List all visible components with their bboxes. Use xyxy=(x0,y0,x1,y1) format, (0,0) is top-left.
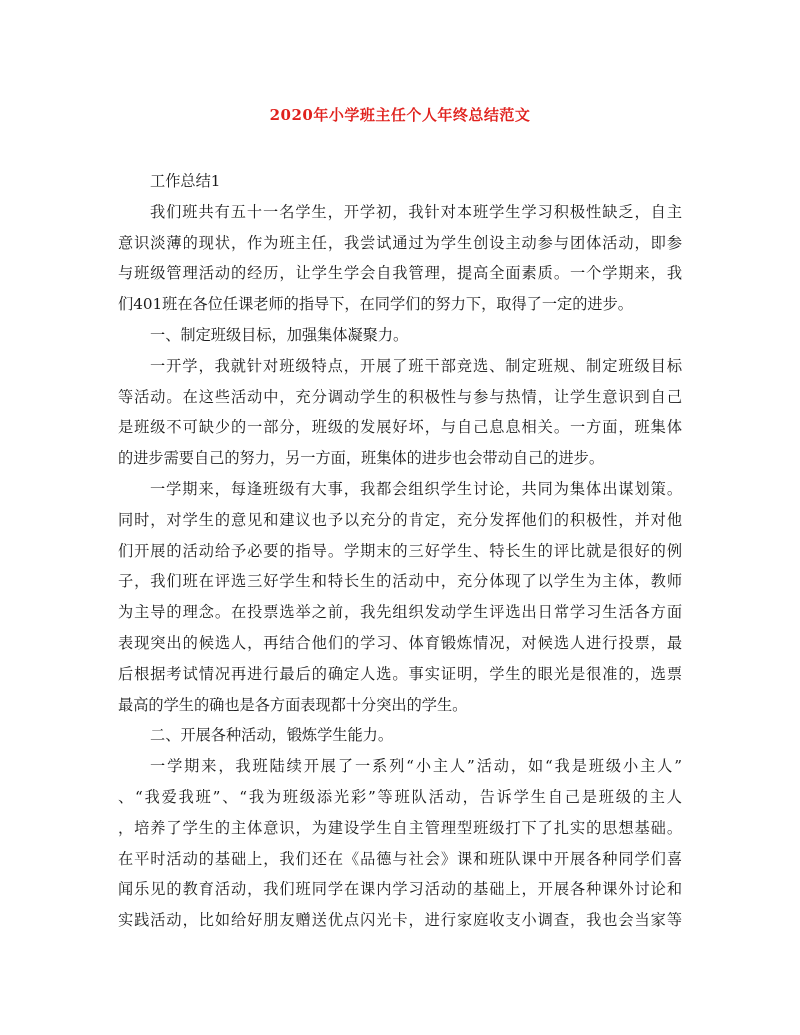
text-line: 为主导的理念。在投票选举之前，我先组织发动学生评选出日常学习生活各方面 xyxy=(118,603,682,622)
text-line: 在平时活动的基础上，我们还在《品德与社会》课和班队课中开展各种同学们喜 xyxy=(118,849,682,868)
text-line: 闻乐见的教育活动，我们班同学在课内学习活动的基础上，开展各种课外讨论和 xyxy=(118,880,682,899)
text-line: 意识淡薄的现状，作为班主任，我尝试通过为学生创设主动参与团体活动，即参 xyxy=(118,233,682,252)
text-line: 工作总结1 xyxy=(150,172,221,190)
text-line: 们开展的活动给予必要的指导。学期末的三好学生、特长生的评比就是很好的例 xyxy=(118,541,682,560)
document-body xyxy=(118,166,682,936)
text-line: 等活动。在这些活动中，充分调动学生的积极性与参与热情，让学生意识到自己 xyxy=(118,387,682,406)
text-line: 子，我们班在评选三好学生和特长生的活动中，充分体现了以学生为主体，教师 xyxy=(118,572,682,591)
text-line: 最高的学生的确也是各方面表现都十分突出的学生。 xyxy=(118,695,468,714)
text-line: 后根据考试情况再进行最后的确定人选。事实证明，学生的眼光是很准的，选票 xyxy=(118,664,682,683)
text-line: 与班级管理活动的经历，让学生学会自我管理，提高全面素质。一个学期来，我 xyxy=(118,264,682,283)
text-line: 一、制定班级目标，加强集体凝聚力。 xyxy=(150,325,409,344)
text-line: 表现突出的候选人，再结合他们的学习、体育锻炼情况，对候选人进行投票，最 xyxy=(118,633,682,652)
text-line: 我们班共有五十一名学生，开学初，我针对本班学生学习积极性缺乏，自主 xyxy=(150,202,682,221)
text-line: 一学期来，我班陆续开展了一系列“小主人”活动，如“我是班级小主人” xyxy=(150,757,682,776)
text-line: 是班级不可缺少的一部分，班级的发展好坏，与自己息息相关。一方面，班集体 xyxy=(118,418,682,437)
text-line: 的进步需要自己的努力，另一方面，班集体的进步也会带动自己的进步。 xyxy=(118,449,604,468)
text-line: 一学期来，每逢班级有大事，我都会组织学生讨论，共同为集体出谋划策。 xyxy=(150,479,682,498)
text-line: 实践活动，比如给好朋友赠送优点闪光卡，进行家庭收支小调查，我也会当家等 xyxy=(118,911,682,930)
text-line: 们401班在各位任课老师的指导下，在同学们的努力下，取得了一定的进步。 xyxy=(118,295,633,314)
document-title: 2020年小学班主任个人年终总结范文 xyxy=(269,106,531,124)
text-line: ，培养了学生的主体意识，为建设学生自主管理型班级打下了扎实的思想基础。 xyxy=(118,818,682,837)
text-line: 一开学，我就针对班级特点，开展了班干部竞选、制定班规、制定班级目标 xyxy=(150,356,682,375)
document-page xyxy=(118,0,682,1035)
text-line: 二、开展各种活动，锻炼学生能力。 xyxy=(150,726,393,745)
text-line: 同时，对学生的意见和建议也予以充分的肯定，充分发挥他们的积极性，并对他 xyxy=(118,510,682,529)
text-line: 、“我爱我班”、“我为班级添光彩”等班队活动，告诉学生自己是班级的主人 xyxy=(118,787,682,806)
